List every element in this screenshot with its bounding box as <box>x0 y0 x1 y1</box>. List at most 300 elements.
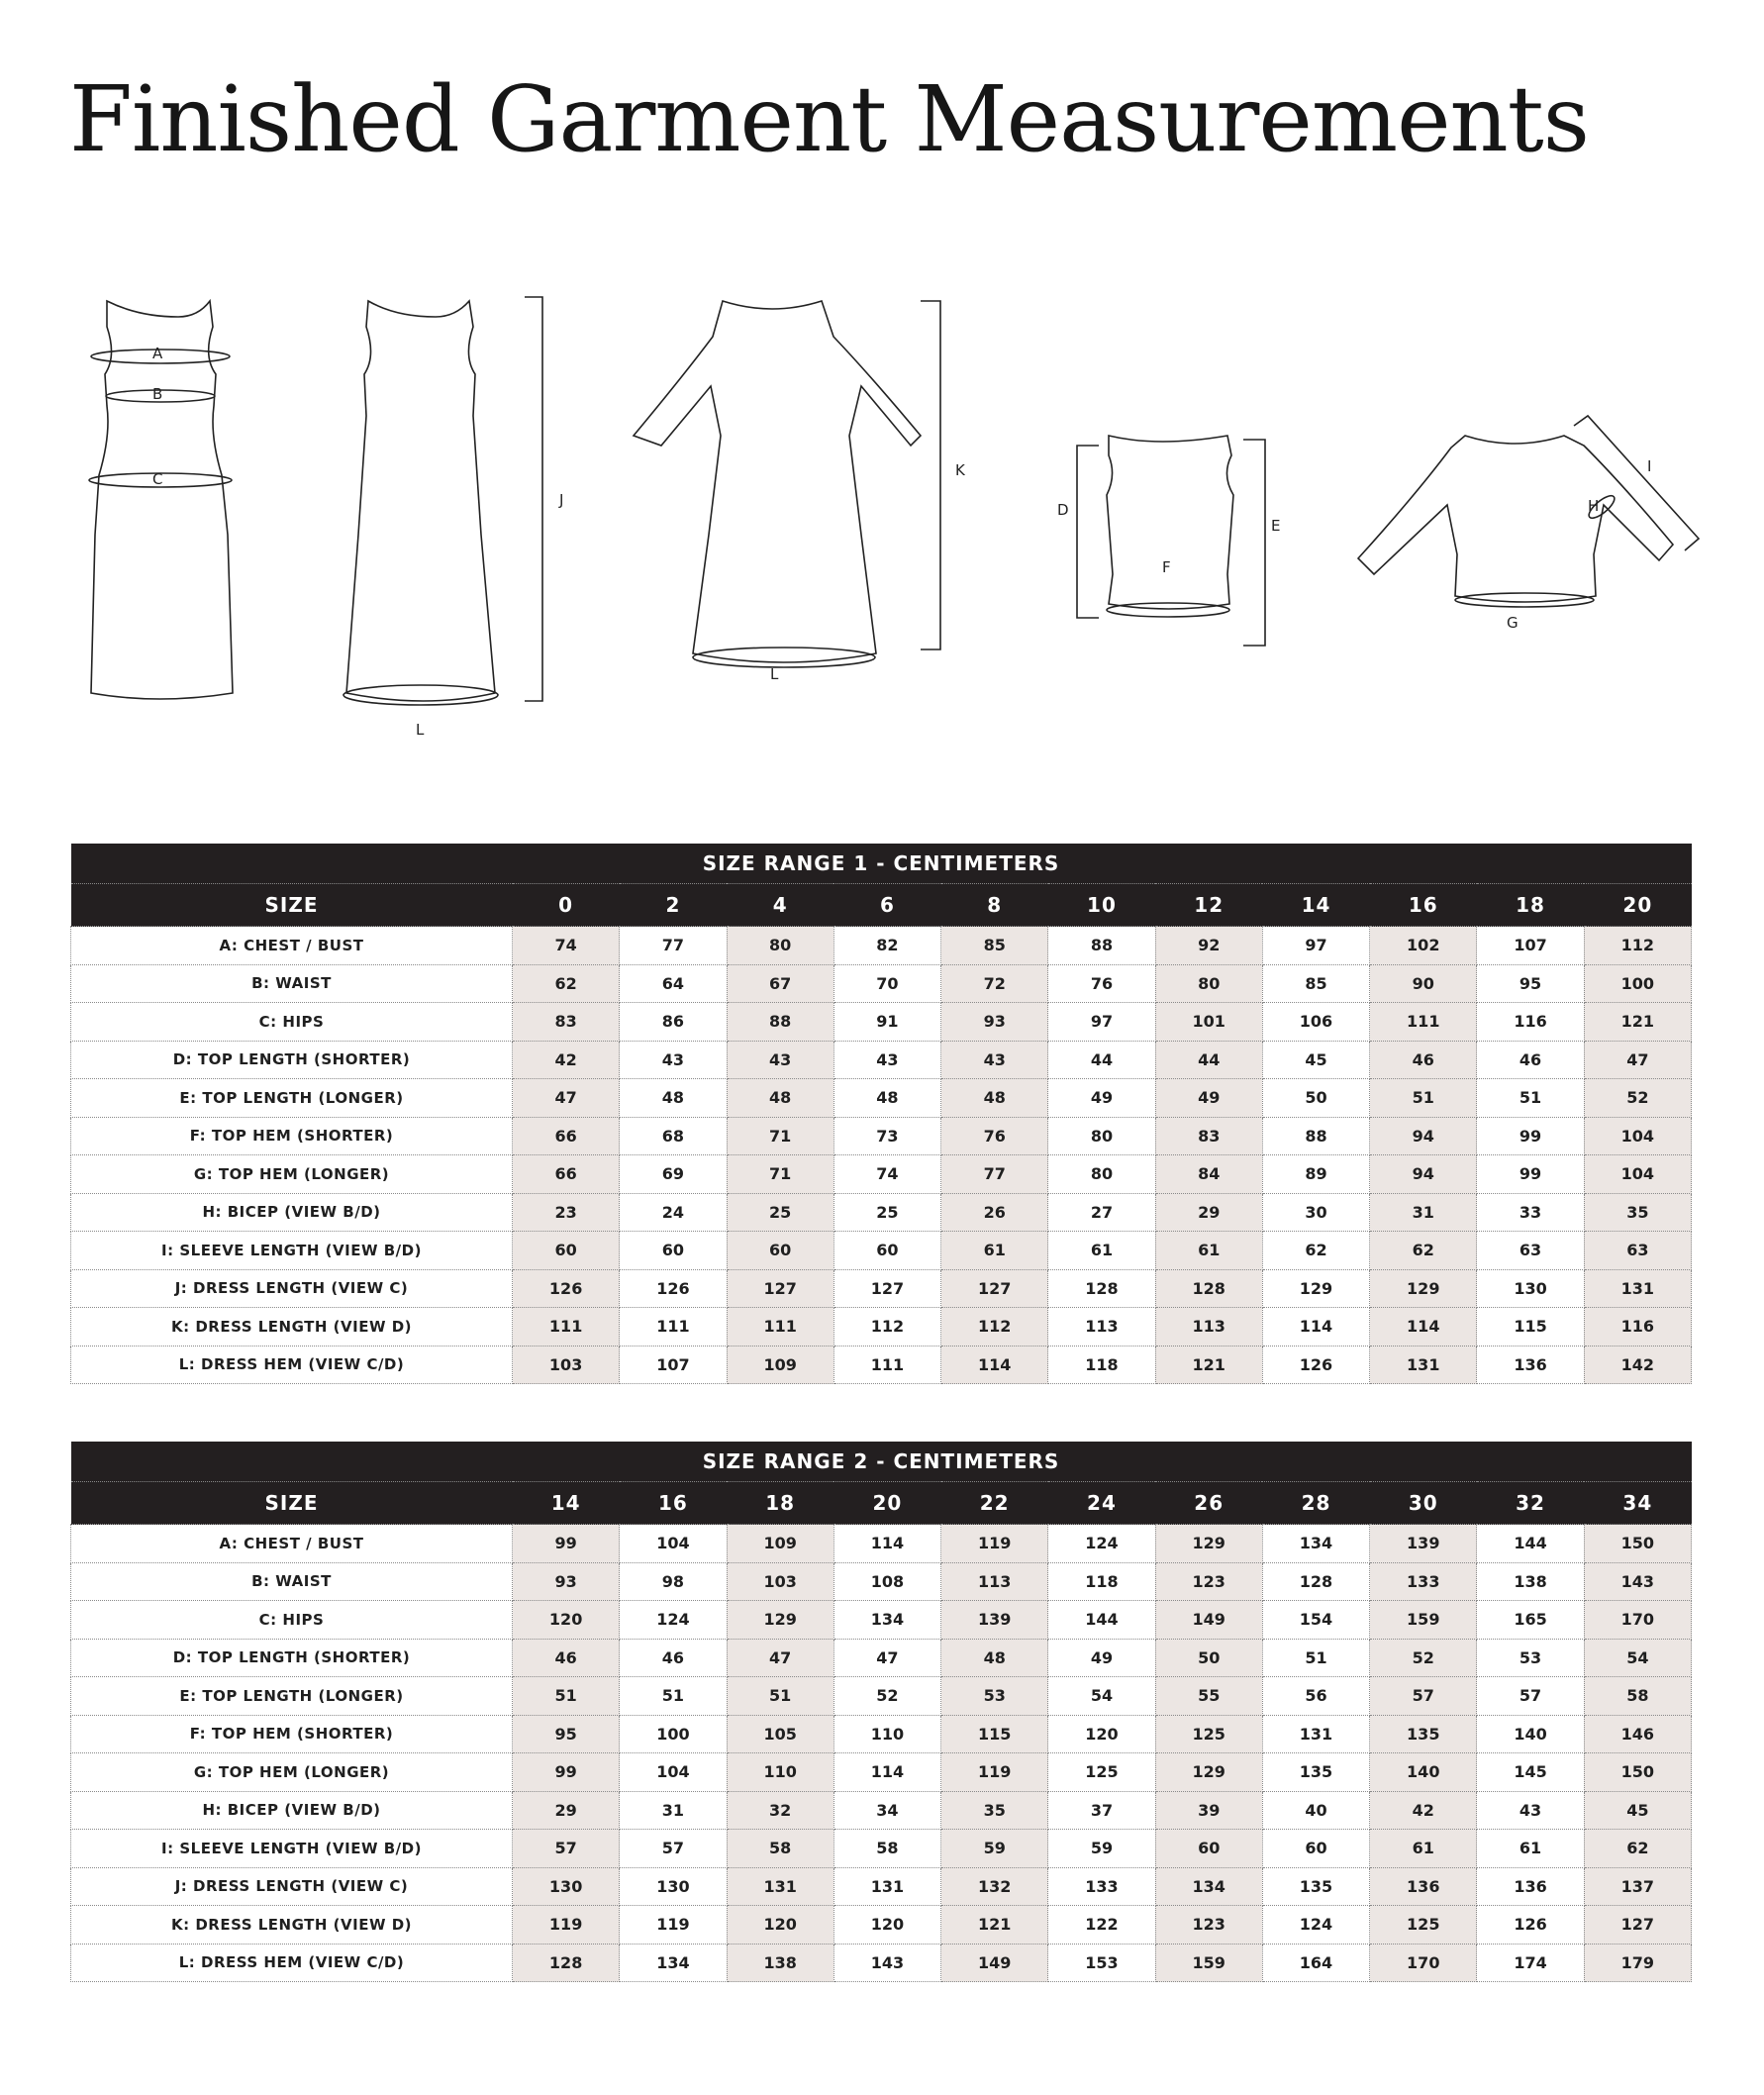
measurement-value: 77 <box>620 927 727 965</box>
measurement-value: 129 <box>1262 1269 1369 1308</box>
measurement-value: 150 <box>1584 1525 1691 1563</box>
measurement-value: 99 <box>513 1753 620 1792</box>
measurement-value: 121 <box>1155 1346 1262 1384</box>
measurement-value: 135 <box>1262 1867 1369 1906</box>
measurement-value: 64 <box>620 964 727 1003</box>
size-header-cell: 4 <box>727 884 833 927</box>
measurement-value: 92 <box>1155 927 1262 965</box>
measurement-label: A: CHEST / BUST <box>71 1525 513 1563</box>
measurement-value: 134 <box>1155 1867 1262 1906</box>
measurement-value: 135 <box>1370 1715 1477 1753</box>
measurement-value: 48 <box>833 1079 940 1118</box>
size-header-label: SIZE <box>71 1482 513 1525</box>
measurement-value: 143 <box>1584 1562 1691 1601</box>
measurement-value: 85 <box>1262 964 1369 1003</box>
measurement-value: 114 <box>833 1525 940 1563</box>
measurement-value: 24 <box>620 1193 727 1232</box>
measurement-value: 49 <box>1048 1079 1155 1118</box>
size-header-cell: 32 <box>1477 1482 1584 1525</box>
label-b: B <box>152 385 163 403</box>
measurement-value: 89 <box>1262 1155 1369 1194</box>
measurement-label: L: DRESS HEM (VIEW C/D) <box>71 1346 513 1384</box>
measurement-value: 115 <box>941 1715 1048 1753</box>
table-row <box>71 1944 1692 1982</box>
measurement-value: 165 <box>1477 1601 1584 1640</box>
measurement-value: 94 <box>1370 1117 1477 1155</box>
measurement-value: 26 <box>941 1193 1048 1232</box>
measurement-value: 62 <box>1584 1830 1691 1868</box>
measurement-value: 43 <box>620 1041 727 1079</box>
measurement-value: 59 <box>1048 1830 1155 1868</box>
measurement-value: 125 <box>1370 1906 1477 1945</box>
measurement-value: 154 <box>1262 1601 1369 1640</box>
measurement-value: 57 <box>620 1830 727 1868</box>
measurement-value: 134 <box>1262 1525 1369 1563</box>
measurement-label: E: TOP LENGTH (LONGER) <box>71 1677 513 1716</box>
measurement-value: 106 <box>1262 1003 1369 1042</box>
measurement-value: 132 <box>941 1867 1048 1906</box>
measurement-value: 50 <box>1155 1639 1262 1677</box>
measurement-value: 134 <box>620 1944 727 1982</box>
measurement-value: 60 <box>727 1232 833 1270</box>
measurement-value: 113 <box>1155 1308 1262 1347</box>
measurement-value: 115 <box>1477 1308 1584 1347</box>
table-row <box>71 1525 1692 1563</box>
measurement-value: 76 <box>941 1117 1048 1155</box>
short-top-illustration <box>1057 436 1280 646</box>
measurement-value: 33 <box>1477 1193 1584 1232</box>
measurement-value: 136 <box>1477 1867 1584 1906</box>
measurement-value: 70 <box>833 964 940 1003</box>
measurement-value: 77 <box>941 1155 1048 1194</box>
measurement-value: 52 <box>833 1677 940 1716</box>
measurement-label: I: SLEEVE LENGTH (VIEW B/D) <box>71 1830 513 1868</box>
label-l2: L <box>770 665 779 683</box>
measurement-value: 116 <box>1584 1308 1691 1347</box>
measurement-value: 130 <box>1477 1269 1584 1308</box>
measurement-value: 99 <box>1477 1117 1584 1155</box>
measurement-rows <box>71 927 1692 1384</box>
measurement-value: 44 <box>1048 1041 1155 1079</box>
measurement-value: 129 <box>1155 1753 1262 1792</box>
measurement-value: 47 <box>727 1639 833 1677</box>
measurement-label: F: TOP HEM (SHORTER) <box>71 1117 513 1155</box>
measurement-value: 131 <box>1584 1269 1691 1308</box>
measurement-value: 62 <box>1262 1232 1369 1270</box>
measurement-value: 45 <box>1262 1041 1369 1079</box>
measurement-value: 95 <box>513 1715 620 1753</box>
measurement-value: 43 <box>941 1041 1048 1079</box>
measurement-value: 61 <box>1370 1830 1477 1868</box>
measurement-label: C: HIPS <box>71 1003 513 1042</box>
size-range-1-table <box>70 844 1692 1384</box>
measurement-value: 48 <box>941 1079 1048 1118</box>
measurement-label: B: WAIST <box>71 964 513 1003</box>
size-header-cell: 18 <box>1477 884 1584 927</box>
measurement-value: 46 <box>513 1639 620 1677</box>
measurement-value: 111 <box>620 1308 727 1347</box>
measurement-value: 136 <box>1370 1867 1477 1906</box>
measurement-label: K: DRESS LENGTH (VIEW D) <box>71 1308 513 1347</box>
size-header-cell: 30 <box>1370 1482 1477 1525</box>
measurement-value: 71 <box>727 1117 833 1155</box>
measurement-value: 144 <box>1477 1525 1584 1563</box>
size-header-cell: 18 <box>727 1482 833 1525</box>
measurement-value: 88 <box>1262 1117 1369 1155</box>
measurement-value: 51 <box>620 1677 727 1716</box>
measurement-value: 122 <box>1048 1906 1155 1945</box>
measurement-value: 107 <box>1477 927 1584 965</box>
measurement-rows <box>71 1525 1692 1982</box>
measurement-value: 109 <box>727 1346 833 1384</box>
measurement-value: 127 <box>727 1269 833 1308</box>
measurement-value: 53 <box>941 1677 1048 1716</box>
measurement-value: 59 <box>941 1830 1048 1868</box>
label-g: G <box>1507 614 1519 632</box>
measurement-value: 104 <box>620 1753 727 1792</box>
measurement-value: 128 <box>1262 1562 1369 1601</box>
measurement-value: 128 <box>1155 1269 1262 1308</box>
measurement-label: A: CHEST / BUST <box>71 927 513 965</box>
measurement-value: 134 <box>833 1601 940 1640</box>
measurement-label: F: TOP HEM (SHORTER) <box>71 1715 513 1753</box>
measurement-value: 174 <box>1477 1944 1584 1982</box>
measurement-value: 144 <box>1048 1601 1155 1640</box>
measurement-value: 27 <box>1048 1193 1155 1232</box>
measurement-value: 125 <box>1155 1715 1262 1753</box>
measurement-value: 48 <box>941 1639 1048 1677</box>
measurement-value: 97 <box>1262 927 1369 965</box>
measurement-label: D: TOP LENGTH (SHORTER) <box>71 1639 513 1677</box>
measurement-value: 95 <box>1477 964 1584 1003</box>
long-sleeve-top-illustration <box>1358 416 1699 632</box>
measurement-value: 43 <box>727 1041 833 1079</box>
measurement-value: 111 <box>727 1308 833 1347</box>
measurement-value: 51 <box>727 1677 833 1716</box>
measurement-value: 137 <box>1584 1867 1691 1906</box>
size-header-cell: 12 <box>1155 884 1262 927</box>
size-header-cell: 0 <box>513 884 620 927</box>
measurement-value: 47 <box>833 1639 940 1677</box>
measurement-value: 66 <box>513 1117 620 1155</box>
label-e: E <box>1271 517 1281 535</box>
measurement-value: 120 <box>833 1906 940 1945</box>
table-row <box>71 1041 1692 1079</box>
measurement-value: 99 <box>513 1525 620 1563</box>
measurement-value: 119 <box>941 1525 1048 1563</box>
table-row <box>71 1830 1692 1868</box>
measurement-value: 121 <box>1584 1003 1691 1042</box>
measurement-value: 119 <box>513 1906 620 1945</box>
measurement-value: 133 <box>1048 1867 1155 1906</box>
measurement-value: 53 <box>1477 1639 1584 1677</box>
measurement-label: E: TOP LENGTH (LONGER) <box>71 1079 513 1118</box>
measurement-value: 114 <box>1370 1308 1477 1347</box>
measurement-value: 126 <box>620 1269 727 1308</box>
measurement-value: 71 <box>727 1155 833 1194</box>
measurement-value: 60 <box>833 1232 940 1270</box>
measurement-value: 179 <box>1584 1944 1691 1982</box>
measurement-value: 112 <box>1584 927 1691 965</box>
measurement-value: 61 <box>941 1232 1048 1270</box>
measurement-value: 146 <box>1584 1715 1691 1753</box>
size-header-cell: 16 <box>620 1482 727 1525</box>
size-header-cell: 24 <box>1048 1482 1155 1525</box>
measurement-value: 31 <box>620 1791 727 1830</box>
measurement-value: 49 <box>1155 1079 1262 1118</box>
size-header-cell: 22 <box>941 1482 1048 1525</box>
measurement-value: 42 <box>1370 1791 1477 1830</box>
measurement-value: 124 <box>1262 1906 1369 1945</box>
measurement-value: 131 <box>1262 1715 1369 1753</box>
table-row <box>71 1308 1692 1347</box>
size-header-cell: 10 <box>1048 884 1155 927</box>
measurement-value: 32 <box>727 1791 833 1830</box>
measurement-value: 129 <box>1370 1269 1477 1308</box>
measurement-value: 135 <box>1262 1753 1369 1792</box>
measurement-value: 61 <box>1048 1232 1155 1270</box>
measurement-value: 149 <box>1155 1601 1262 1640</box>
measurement-value: 31 <box>1370 1193 1477 1232</box>
measurement-label: K: DRESS LENGTH (VIEW D) <box>71 1906 513 1945</box>
measurement-value: 48 <box>620 1079 727 1118</box>
measurement-value: 138 <box>1477 1562 1584 1601</box>
measurement-value: 23 <box>513 1193 620 1232</box>
measurement-value: 125 <box>1048 1753 1155 1792</box>
measurement-value: 73 <box>833 1117 940 1155</box>
measurement-value: 63 <box>1584 1232 1691 1270</box>
measurement-value: 86 <box>620 1003 727 1042</box>
measurement-value: 67 <box>727 964 833 1003</box>
measurement-value: 54 <box>1048 1677 1155 1716</box>
measurement-value: 100 <box>1584 964 1691 1003</box>
measurement-value: 133 <box>1370 1562 1477 1601</box>
measurement-value: 80 <box>727 927 833 965</box>
measurement-value: 113 <box>941 1562 1048 1601</box>
measurement-value: 66 <box>513 1155 620 1194</box>
measurement-value: 93 <box>941 1003 1048 1042</box>
measurement-value: 164 <box>1262 1944 1369 1982</box>
measurement-value: 47 <box>1584 1041 1691 1079</box>
measurement-value: 55 <box>1155 1677 1262 1716</box>
measurement-value: 114 <box>1262 1308 1369 1347</box>
measurement-value: 74 <box>833 1155 940 1194</box>
table-row <box>71 1155 1692 1194</box>
measurement-value: 56 <box>1262 1677 1369 1716</box>
measurement-value: 98 <box>620 1562 727 1601</box>
measurement-value: 104 <box>620 1525 727 1563</box>
measurement-value: 51 <box>1477 1079 1584 1118</box>
measurement-value: 114 <box>941 1346 1048 1384</box>
measurement-label: D: TOP LENGTH (SHORTER) <box>71 1041 513 1079</box>
measurement-value: 131 <box>727 1867 833 1906</box>
measurement-value: 84 <box>1155 1155 1262 1194</box>
measurement-value: 57 <box>1370 1677 1477 1716</box>
measurement-value: 39 <box>1155 1791 1262 1830</box>
measurement-value: 124 <box>620 1601 727 1640</box>
table-row <box>71 1269 1692 1308</box>
label-k: K <box>955 461 965 479</box>
label-i: I <box>1647 457 1652 475</box>
garment-illustrations <box>0 277 1764 752</box>
measurement-value: 118 <box>1048 1562 1155 1601</box>
measurement-value: 100 <box>620 1715 727 1753</box>
table-row <box>71 1715 1692 1753</box>
size-header-cell: 8 <box>941 884 1048 927</box>
measurement-value: 46 <box>1477 1041 1584 1079</box>
measurement-value: 80 <box>1048 1117 1155 1155</box>
measurement-value: 118 <box>1048 1346 1155 1384</box>
measurement-value: 103 <box>727 1562 833 1601</box>
measurement-value: 69 <box>620 1155 727 1194</box>
table-row <box>71 1562 1692 1601</box>
measurement-value: 51 <box>1370 1079 1477 1118</box>
measurement-value: 129 <box>1155 1525 1262 1563</box>
measurement-value: 46 <box>1370 1041 1477 1079</box>
measurement-value: 109 <box>727 1525 833 1563</box>
measurement-value: 159 <box>1155 1944 1262 1982</box>
label-f: F <box>1162 558 1171 576</box>
measurement-value: 60 <box>513 1232 620 1270</box>
measurement-value: 58 <box>1584 1677 1691 1716</box>
measurement-value: 58 <box>727 1830 833 1868</box>
size-header-cell: 6 <box>833 884 940 927</box>
measurement-value: 40 <box>1262 1791 1369 1830</box>
measurement-value: 62 <box>1370 1232 1477 1270</box>
table-caption: SIZE RANGE 1 - CENTIMETERS <box>71 844 1692 884</box>
measurement-value: 43 <box>1477 1791 1584 1830</box>
size-header-cell: 34 <box>1584 1482 1691 1525</box>
measurement-value: 111 <box>833 1346 940 1384</box>
measurement-value: 140 <box>1477 1715 1584 1753</box>
measurement-value: 80 <box>1048 1155 1155 1194</box>
size-header-row <box>71 884 1692 927</box>
measurement-label: I: SLEEVE LENGTH (VIEW B/D) <box>71 1232 513 1270</box>
label-l1: L <box>416 721 425 739</box>
measurement-value: 61 <box>1155 1232 1262 1270</box>
measurement-value: 61 <box>1477 1830 1584 1868</box>
size-header-row <box>71 1482 1692 1525</box>
measurement-value: 143 <box>833 1944 940 1982</box>
dress-front-illustration <box>89 301 233 699</box>
measurement-value: 88 <box>727 1003 833 1042</box>
measurement-value: 113 <box>1048 1308 1155 1347</box>
measurement-value: 51 <box>513 1677 620 1716</box>
measurement-value: 35 <box>941 1791 1048 1830</box>
measurement-label: G: TOP HEM (LONGER) <box>71 1155 513 1194</box>
measurement-value: 37 <box>1048 1791 1155 1830</box>
measurement-value: 90 <box>1370 964 1477 1003</box>
measurement-value: 25 <box>727 1193 833 1232</box>
measurement-value: 110 <box>833 1715 940 1753</box>
measurement-value: 126 <box>513 1269 620 1308</box>
measurement-value: 128 <box>1048 1269 1155 1308</box>
measurement-value: 119 <box>941 1753 1048 1792</box>
measurement-value: 119 <box>620 1906 727 1945</box>
measurement-value: 130 <box>620 1867 727 1906</box>
table-row <box>71 1003 1692 1042</box>
table-row <box>71 1117 1692 1155</box>
table-row <box>71 964 1692 1003</box>
measurement-value: 93 <box>513 1562 620 1601</box>
measurement-label: B: WAIST <box>71 1562 513 1601</box>
measurement-value: 52 <box>1584 1079 1691 1118</box>
measurement-value: 45 <box>1584 1791 1691 1830</box>
measurement-value: 139 <box>1370 1525 1477 1563</box>
measurement-value: 108 <box>833 1562 940 1601</box>
measurement-value: 54 <box>1584 1639 1691 1677</box>
label-d: D <box>1057 501 1069 519</box>
size-header-cell: 14 <box>513 1482 620 1525</box>
table-row <box>71 1906 1692 1945</box>
table-row <box>71 1639 1692 1677</box>
measurement-value: 83 <box>1155 1117 1262 1155</box>
measurement-value: 127 <box>941 1269 1048 1308</box>
measurement-value: 116 <box>1477 1003 1584 1042</box>
measurement-value: 29 <box>1155 1193 1262 1232</box>
size-header-cell: 2 <box>620 884 727 927</box>
table-row <box>71 1193 1692 1232</box>
measurement-value: 123 <box>1155 1906 1262 1945</box>
measurement-value: 126 <box>1477 1906 1584 1945</box>
label-j: J <box>559 491 564 509</box>
measurement-value: 34 <box>833 1791 940 1830</box>
measurement-value: 82 <box>833 927 940 965</box>
measurement-value: 44 <box>1155 1041 1262 1079</box>
measurement-value: 103 <box>513 1346 620 1384</box>
measurement-label: G: TOP HEM (LONGER) <box>71 1753 513 1792</box>
measurement-value: 57 <box>1477 1677 1584 1716</box>
measurement-value: 112 <box>941 1308 1048 1347</box>
table-row <box>71 1601 1692 1640</box>
table-row <box>71 1867 1692 1906</box>
size-header-cell: 26 <box>1155 1482 1262 1525</box>
measurement-value: 138 <box>727 1944 833 1982</box>
measurement-value: 68 <box>620 1117 727 1155</box>
measurement-value: 49 <box>1048 1639 1155 1677</box>
size-header-label: SIZE <box>71 884 513 927</box>
measurement-label: H: BICEP (VIEW B/D) <box>71 1193 513 1232</box>
measurement-label: H: BICEP (VIEW B/D) <box>71 1791 513 1830</box>
measurement-value: 60 <box>1262 1830 1369 1868</box>
measurement-value: 124 <box>1048 1525 1155 1563</box>
measurement-value: 112 <box>833 1308 940 1347</box>
page-title: Finished Garment Measurements <box>69 66 1589 172</box>
table-caption: SIZE RANGE 2 - CENTIMETERS <box>71 1442 1692 1482</box>
measurement-value: 76 <box>1048 964 1155 1003</box>
measurement-value: 52 <box>1370 1639 1477 1677</box>
measurement-value: 50 <box>1262 1079 1369 1118</box>
size-header-cell: 28 <box>1262 1482 1369 1525</box>
measurement-value: 104 <box>1584 1117 1691 1155</box>
measurement-value: 120 <box>1048 1715 1155 1753</box>
measurement-value: 83 <box>513 1003 620 1042</box>
measurement-value: 120 <box>513 1601 620 1640</box>
measurement-value: 60 <box>1155 1830 1262 1868</box>
measurement-value: 107 <box>620 1346 727 1384</box>
measurement-value: 25 <box>833 1193 940 1232</box>
table-row <box>71 1346 1692 1384</box>
measurement-value: 43 <box>833 1041 940 1079</box>
size-header-cell: 16 <box>1370 884 1477 927</box>
measurement-value: 99 <box>1477 1155 1584 1194</box>
measurement-value: 62 <box>513 964 620 1003</box>
measurement-value: 149 <box>941 1944 1048 1982</box>
measurement-value: 104 <box>1584 1155 1691 1194</box>
measurement-label: L: DRESS HEM (VIEW C/D) <box>71 1944 513 1982</box>
measurement-label: J: DRESS LENGTH (VIEW C) <box>71 1867 513 1906</box>
measurement-value: 30 <box>1262 1193 1369 1232</box>
